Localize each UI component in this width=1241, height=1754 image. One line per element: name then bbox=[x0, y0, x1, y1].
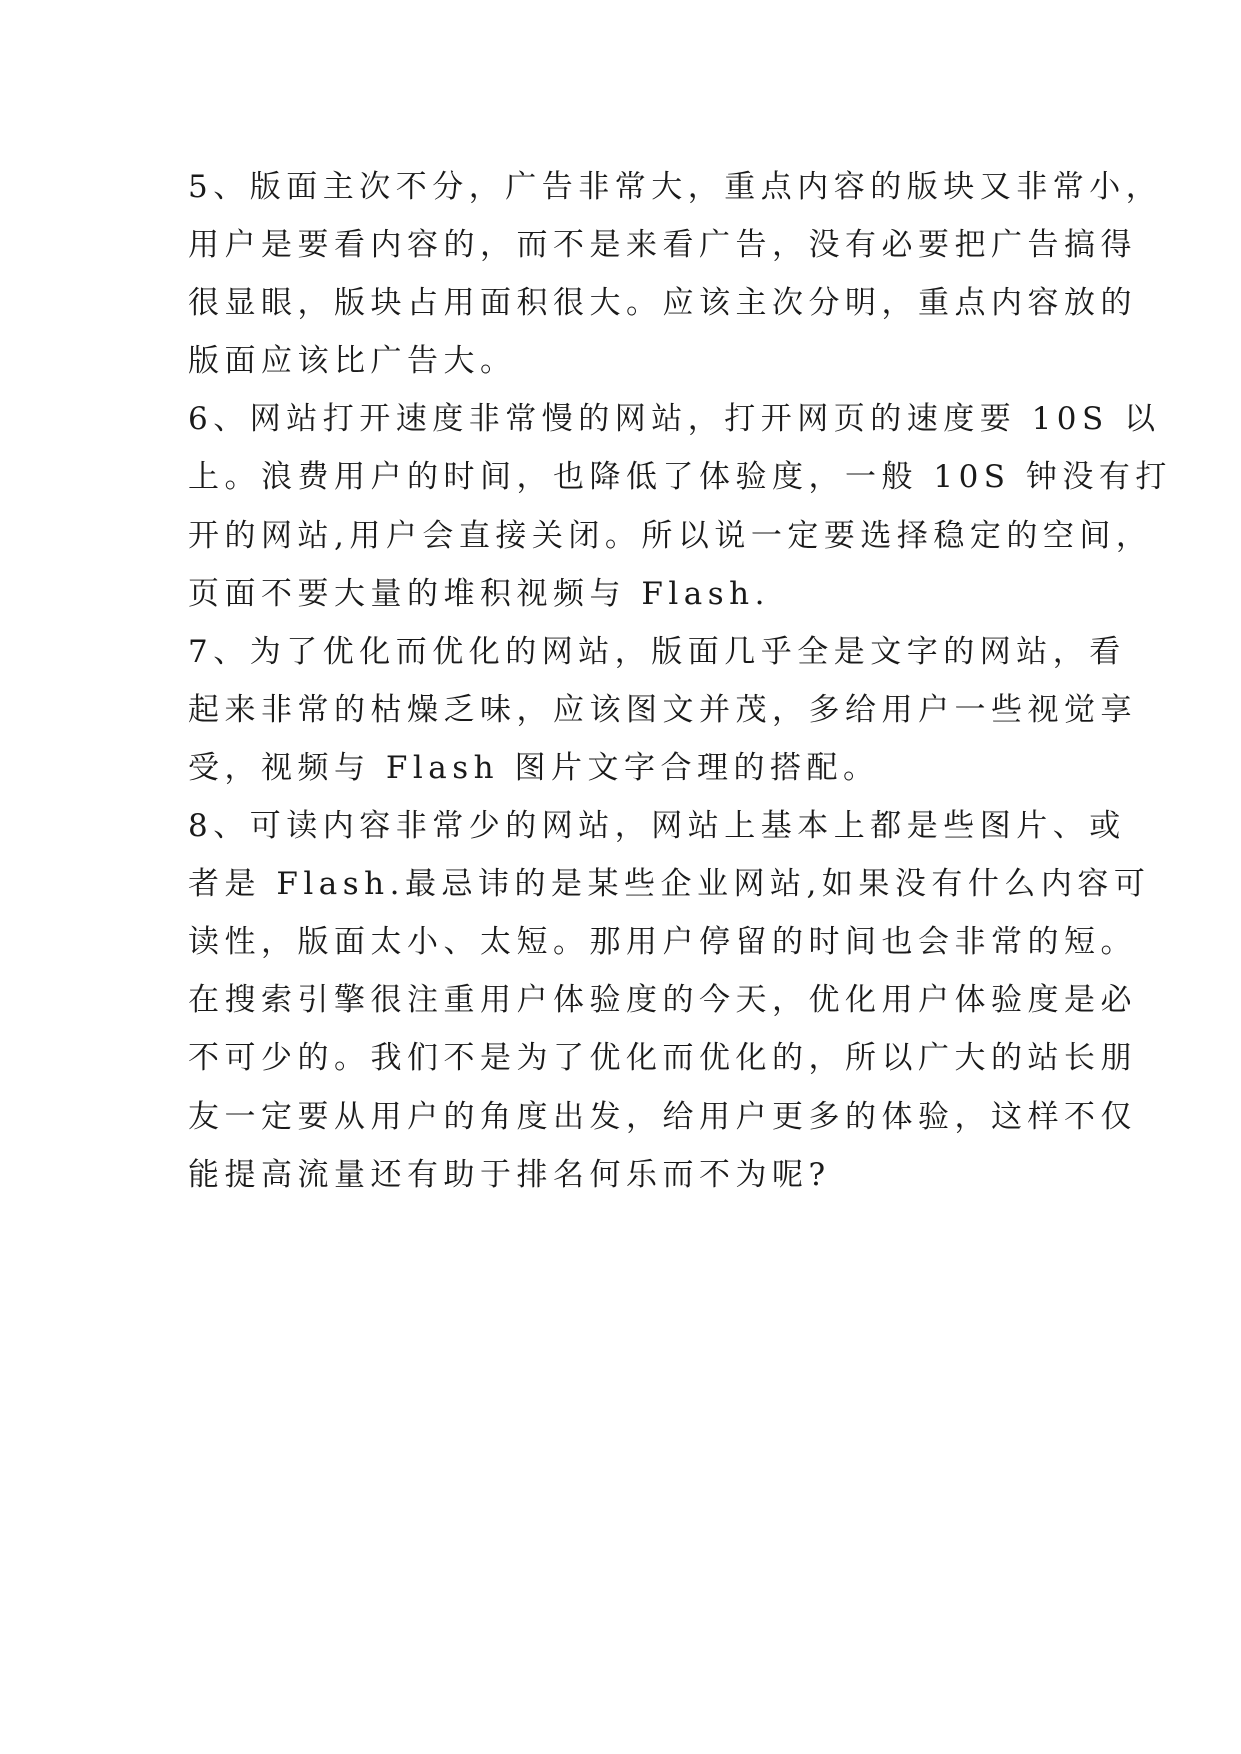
text-line: 7、为了优化而优化的网站，版面几乎全是文字的网站，看 bbox=[188, 633, 1126, 670]
text-line: 很显眼，版块占用面积很大。应该主次分明，重点内容放的 bbox=[188, 285, 1137, 322]
text-line: 者是 Flash.最忌讳的是某些企业网站,如果没有什么内容可 bbox=[188, 866, 1151, 903]
text-line: 6、网站打开速度非常慢的网站，打开网页的速度要 10S 以 bbox=[188, 401, 1161, 438]
text-line: 用户是要看内容的，而不是来看广告，没有必要把广告搞得 bbox=[188, 227, 1137, 264]
body-text bbox=[188, 158, 1172, 1204]
text-line: 读性，版面太小、太短。那用户停留的时间也会非常的短。 bbox=[188, 924, 1137, 961]
text-line: 友一定要从用户的角度出发，给用户更多的体验，这样不仅 bbox=[188, 1098, 1137, 1135]
text-line: 8、可读内容非常少的网站，网站上基本上都是些图片、或 bbox=[188, 808, 1126, 845]
text-line: 开的网站,用户会直接关闭。所以说一定要选择稳定的空间， bbox=[188, 517, 1153, 554]
text-line: 在搜索引擎很注重用户体验度的今天，优化用户体验度是必 bbox=[188, 982, 1137, 1019]
text-line: 上。浪费用户的时间，也降低了体验度，一般 10S 钟没有打 bbox=[188, 459, 1172, 496]
text-line: 起来非常的枯燥乏味，应该图文并茂，多给用户一些视觉享 bbox=[188, 691, 1137, 728]
text-line: 能提高流量还有助于排名何乐而不为呢? bbox=[188, 1156, 831, 1193]
text-line: 5、版面主次不分，广告非常大，重点内容的版块又非常小， bbox=[188, 169, 1163, 205]
text-line: 页面不要大量的堆积视频与 Flash. bbox=[188, 575, 770, 612]
text-line: 不可少的。我们不是为了优化而优化的，所以广大的站长朋 bbox=[188, 1040, 1137, 1077]
text-line: 受，视频与 Flash 图片文字合理的搭配。 bbox=[188, 749, 880, 786]
text-line: 版面应该比广告大。 bbox=[188, 343, 517, 380]
